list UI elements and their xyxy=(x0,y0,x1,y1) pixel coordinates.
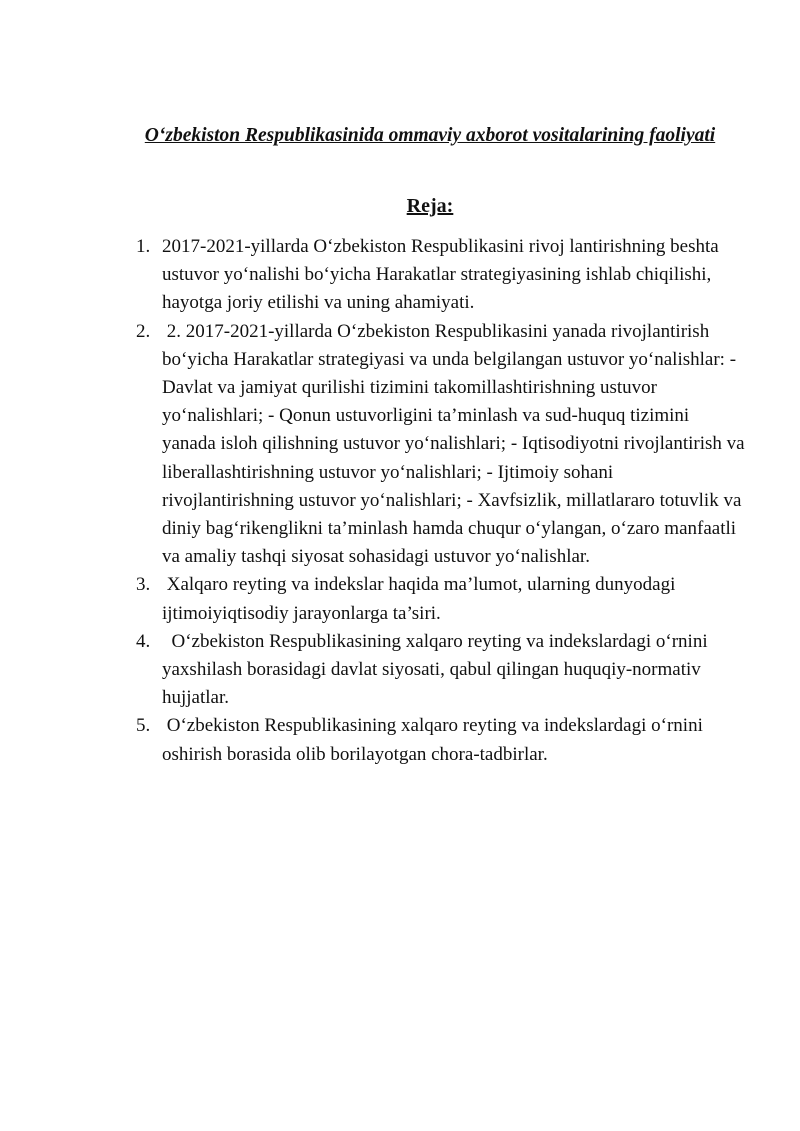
plan-list xyxy=(136,233,750,769)
plan-item-number: 3. xyxy=(136,574,151,596)
plan-heading: Reja: xyxy=(406,195,454,217)
plan-item-text: 2017-2021-yillarda O‘zbekiston Respublikasini rivoj lantirishning beshta ustuvor yo‘nalishi bo‘yicha Harakatlar strategiyasining ishlab chiqilishi, hayotga joriy etilishi va uning ahamiyati. xyxy=(162,236,719,314)
plan-item-text: O‘zbekiston Respublikasining xalqaro reyting va indekslardagi o‘rnini oshirish borasida olib borilayotgan chora-tadbirlar. xyxy=(162,715,708,765)
plan-item-3 xyxy=(136,571,746,627)
plan-item-2 xyxy=(136,318,750,572)
plan-item-text: 2. 2017-2021-yillarda O‘zbekiston Respublikasini yanada rivojlantirish bo‘yicha Harakatlar strategiyasi va unda belgilangan ustuvor yo‘nalishlar: - Davlat va jamiyat qurilishi tizimini takomillashtirishning ustuvor yo‘nalishlari; - Qonun ustuvorligini ta’minlash va sud-huquq tizimini yanada isloh qilishning ustuvor yo‘nalishlari; - Iqtisodiyotni rivojlantirish va liberallashtirishning ustuvor yo‘nalishlari; - Ijtimoiy sohani rivojlantirishning ustuvor yo‘nalishlari; - Xavfsizlik, millatlararo totuvlik va diniy bag‘rikenglikni ta’minlash hamda chuqur o‘ylangan, o‘zaro manfaatli va amaliy tashqi siyosat sohasidagi ustuvor yo‘nalishlar. xyxy=(162,320,750,568)
plan-item-text: Xalqaro reyting va indekslar haqida ma’lumot, ularning dunyodagi ijtimoiyiqtisodiy jarayonlarga ta’siri. xyxy=(162,574,681,624)
plan-item-1 xyxy=(136,233,746,318)
plan-item-text: O‘zbekiston Respublikasining xalqaro reyting va indekslardagi o‘rnini yaxshilash borasidagi davlat siyosati, qabul qilingan huquqiy-normativ hujjatlar. xyxy=(162,630,713,709)
plan-item-number: 4. xyxy=(136,630,151,652)
plan-item-4 xyxy=(136,628,746,713)
plan-item-number: 1. xyxy=(136,236,151,257)
document-title: O‘zbekiston Respublikasinida ommaviy axborot vositalarining faoliyati xyxy=(144,125,716,146)
plan-item-number: 5. xyxy=(136,715,151,737)
plan-item-number: 2. xyxy=(136,320,151,342)
plan-item-5 xyxy=(136,712,746,768)
